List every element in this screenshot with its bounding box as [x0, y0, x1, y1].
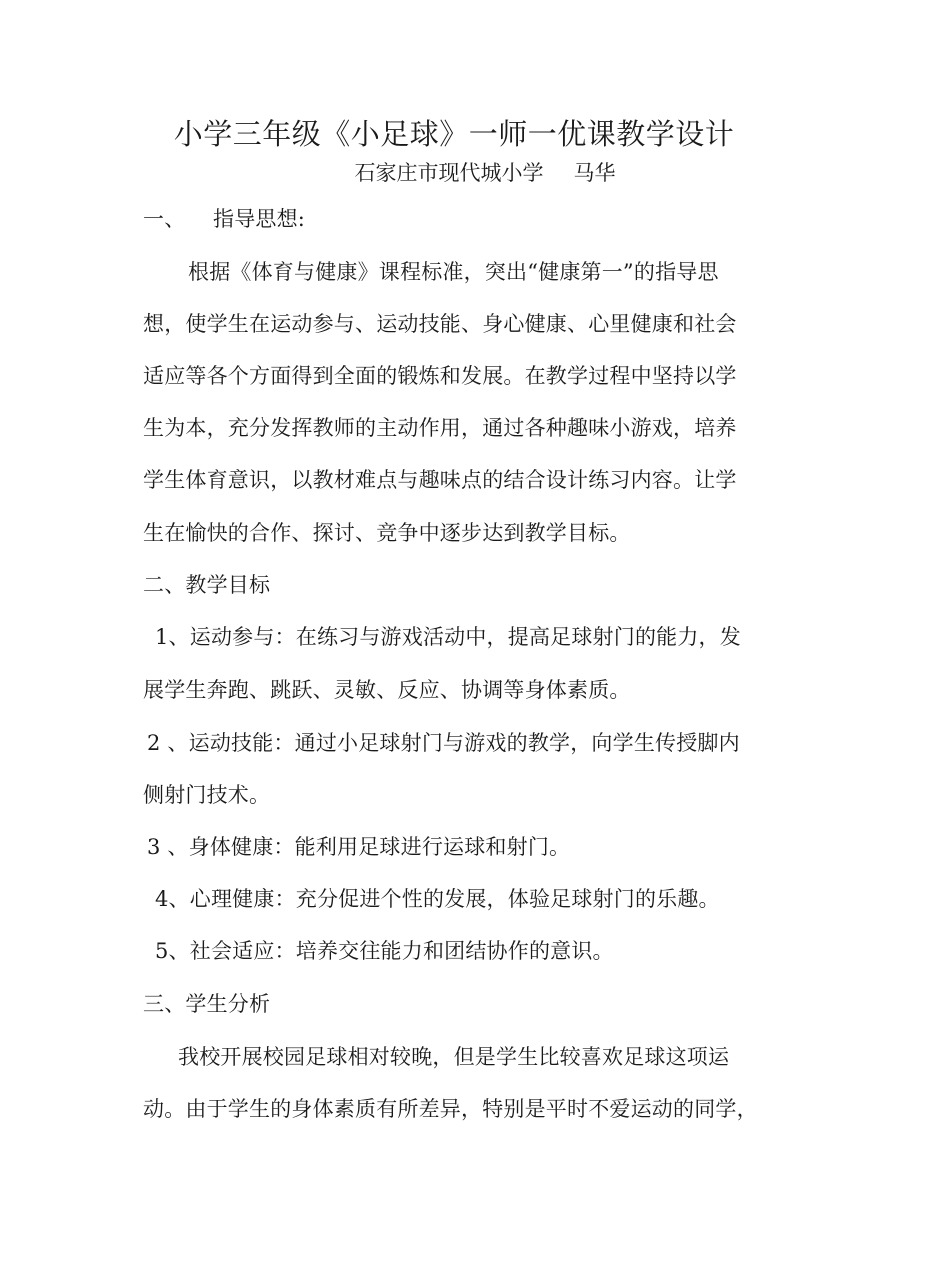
objective-item-3: 3 、身体健康：能利用足球进行运球和射门。	[147, 835, 571, 859]
objective-item-1: 1、运动参与：在练习与游戏活动中，提高足球射门的能力，发	[155, 625, 741, 649]
paragraph-line: 学生体育意识，以教材难点与趣味点的结合设计练习内容。让学	[143, 468, 737, 492]
section-heading-1	[143, 203, 305, 233]
document-title: 小学三年级《小足球》一师一优课教学设计	[173, 117, 735, 151]
paragraph-line: 生为本，充分发挥教师的主动作用，通过各种趣味小游戏，培养	[143, 416, 737, 440]
section-heading-3: 三、学生分析	[143, 992, 271, 1016]
paragraph-line: 适应等各个方面得到全面的锻炼和发展。在教学过程中坚持以学	[143, 364, 737, 388]
paragraph-line: 想，使学生在运动参与、运动技能、身心健康、心里健康和社会	[143, 312, 737, 336]
byline	[0, 157, 950, 187]
section-heading-2: 二、教学目标	[143, 573, 271, 597]
objective-item-2: 2 、运动技能：通过小足球射门与游戏的教学，向学生传授脚内	[147, 731, 740, 755]
paragraph-line: 我校开展校园足球相对较晚，但是学生比较喜欢足球这项运	[178, 1045, 730, 1069]
paragraph-line: 根据《体育与健康》课程标准，突出“健康第一”的指导思	[188, 260, 719, 284]
paragraph-line: 生在愉快的合作、探讨、竞争中逐步达到教学目标。	[143, 521, 631, 545]
byline-author: 马华	[573, 161, 616, 185]
paragraph-line: 展学生奔跑、跳跃、灵敏、反应、协调等身体素质。	[143, 678, 631, 702]
byline-school: 石家庄市现代城小学	[354, 161, 544, 185]
section-number: 一、	[143, 207, 186, 231]
paragraph-line: 动。由于学生的身体素质有所差异，特别是平时不爱运动的同学，	[143, 1097, 758, 1121]
paragraph-line: 侧射门技术。	[143, 783, 271, 807]
objective-item-5: 5、社会适应：培养交往能力和团结协作的意识。	[155, 939, 614, 963]
objective-item-4: 4、心理健康：充分促进个性的发展，体验足球射门的乐趣。	[155, 887, 720, 911]
section-heading-text: 指导思想:	[213, 207, 306, 231]
